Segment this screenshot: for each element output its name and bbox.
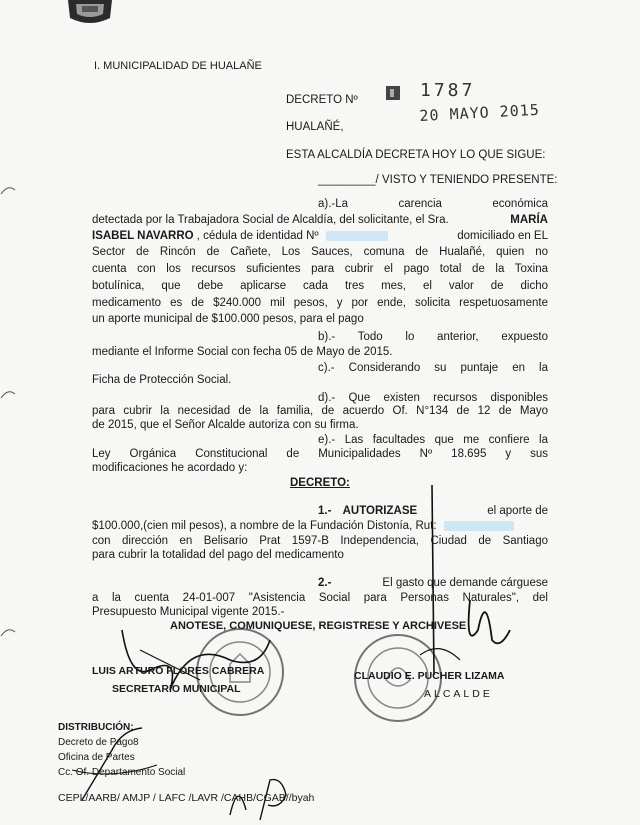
secretary-title: SECRETARIO MUNICIPAL bbox=[112, 683, 241, 695]
punch-mark-icon bbox=[0, 184, 16, 198]
stamp-mark-icon bbox=[384, 84, 404, 102]
applicant-last-name: ISABEL NAVARRO bbox=[92, 230, 194, 242]
resolution-1-word: AUTORIZASE bbox=[342, 505, 418, 517]
resolution-1-line-1-text: $100.000,(cien mil pesos), a nombre de la Fundación Distonía, Rut: bbox=[92, 520, 437, 532]
item-a-line-2 bbox=[92, 230, 548, 242]
applicant-first-name: MARÍA bbox=[510, 214, 548, 226]
distribution-line-2: Oficina de Partes bbox=[58, 752, 135, 763]
item-e-line-2: modificaciones he acordado y: bbox=[92, 462, 248, 474]
intro-line: ESTA ALCALDÍA DECRETA HOY LO QUE SIGUE: bbox=[286, 149, 546, 161]
item-d-line-1: para cubrir la necesidad de la familia, de acuerdo Of. N°134 de 12 de Mayo bbox=[92, 405, 548, 417]
id-label: , cédula de identidad Nº bbox=[196, 230, 319, 242]
item-a-line-7: un aporte municipal de $100.000 pesos, para el pago bbox=[92, 313, 364, 325]
mayor-name: CLAUDIO E. PUCHER LIZAMA bbox=[354, 670, 505, 682]
secretary-name: LUIS ARTURO FLORES CABRERA bbox=[92, 665, 265, 677]
municipality-name: I. MUNICIPALIDAD DE HUALAÑE bbox=[94, 60, 262, 72]
item-a-line-1 bbox=[92, 214, 548, 226]
item-a-lead: a).-La carencia económica bbox=[318, 198, 548, 210]
resolution-1-line-2: con dirección en Belisario Prat 1597-B Independencia, Ciudad de Santiago bbox=[92, 535, 548, 547]
distribution-initials: CEPL/AARB/ AMJP / LAFC /LAVR /CAHB/CGAB//byah bbox=[58, 792, 315, 804]
resolution-1-line-3: para cubrir la totalidad del pago del medicamento bbox=[92, 549, 344, 561]
place-label: HUALAÑÉ, bbox=[286, 121, 344, 133]
item-e-lead: e).- Las facultades que me confiere la bbox=[318, 434, 548, 446]
item-a-line-6: medicamento es de $240.000 mil pesos, y por ende, solicita respetuosamente bbox=[92, 297, 548, 309]
item-a-line-5: botulínica, que debe aplicarse cada tres mes, el valor de dicho bbox=[92, 280, 548, 292]
municipal-emblem-icon bbox=[64, 0, 116, 26]
distribution-line-3: Cc. Of. Departamento Social bbox=[58, 767, 186, 778]
item-e-line-1: Ley Orgánica Constitucional de Municipalidades Nº 18.695 y sus bbox=[92, 448, 548, 460]
visto-line bbox=[318, 174, 558, 186]
redacted-id bbox=[326, 231, 388, 241]
decreto-label: DECRETO Nº bbox=[286, 94, 358, 106]
item-c-line-1: Ficha de Protección Social. bbox=[92, 374, 232, 386]
punch-mark-icon bbox=[0, 626, 16, 640]
date-stamp: 20 MAYO 2015 bbox=[419, 100, 541, 125]
address-label: domiciliado en EL bbox=[457, 230, 548, 242]
visto-blank: _________/ bbox=[318, 174, 379, 186]
punch-mark-icon bbox=[0, 388, 16, 402]
item-b-line-1: mediante el Informe Social con fecha 05 de Mayo de 2015. bbox=[92, 346, 393, 358]
resolution-1-rest: el aporte de bbox=[487, 505, 548, 517]
item-d-line-2: de 2015, que el Señor Alcalde autoriza con su firma. bbox=[92, 419, 359, 431]
resolution-2-number: 2.- bbox=[318, 577, 332, 589]
item-a-line-4: cuenta con los recursos suficientes para cubrir el pago total de la Toxina bbox=[92, 263, 548, 275]
mayor-title: ALCALDE bbox=[424, 688, 493, 700]
decreto-heading: DECRETO: bbox=[290, 477, 350, 489]
item-c-lead: c).- Considerando su puntaje en la bbox=[318, 362, 548, 374]
visto-label: VISTO Y TENIENDO PRESENTE: bbox=[381, 174, 558, 186]
closing-formula: ANOTESE, COMUNIQUESE, REGISTRESE Y ARCHIVESE bbox=[170, 620, 467, 632]
item-a-line-1-text: detectada por la Trabajadora Social de Alcaldía, del solicitante, el Sra. bbox=[92, 214, 449, 226]
signature-mayor-icon bbox=[410, 480, 530, 690]
resolution-2-rest: El gasto que demande cárguese bbox=[382, 577, 548, 589]
item-a-line-3: Sector de Rincón de Cañete, Los Sauces, comuna de Hualañé, quien no bbox=[92, 246, 548, 258]
decreto-number: 1787 bbox=[420, 80, 476, 101]
resolution-1-number: 1.- bbox=[318, 505, 332, 517]
item-d-lead: d).- Que existen recursos disponibles bbox=[318, 392, 548, 404]
distribution-line-1: Decreto de Pago8 bbox=[58, 737, 139, 748]
resolution-2-line-2: Presupuesto Municipal vigente 2015.- bbox=[92, 606, 285, 618]
distribution-title: DISTRIBUCIÓN: bbox=[58, 722, 134, 733]
item-b-lead: b).- Todo lo anterior, expuesto bbox=[318, 331, 548, 343]
resolution-2-line-1: a la cuenta 24-01-007 "Asistencia Social para Personas Naturales", del bbox=[92, 592, 548, 604]
